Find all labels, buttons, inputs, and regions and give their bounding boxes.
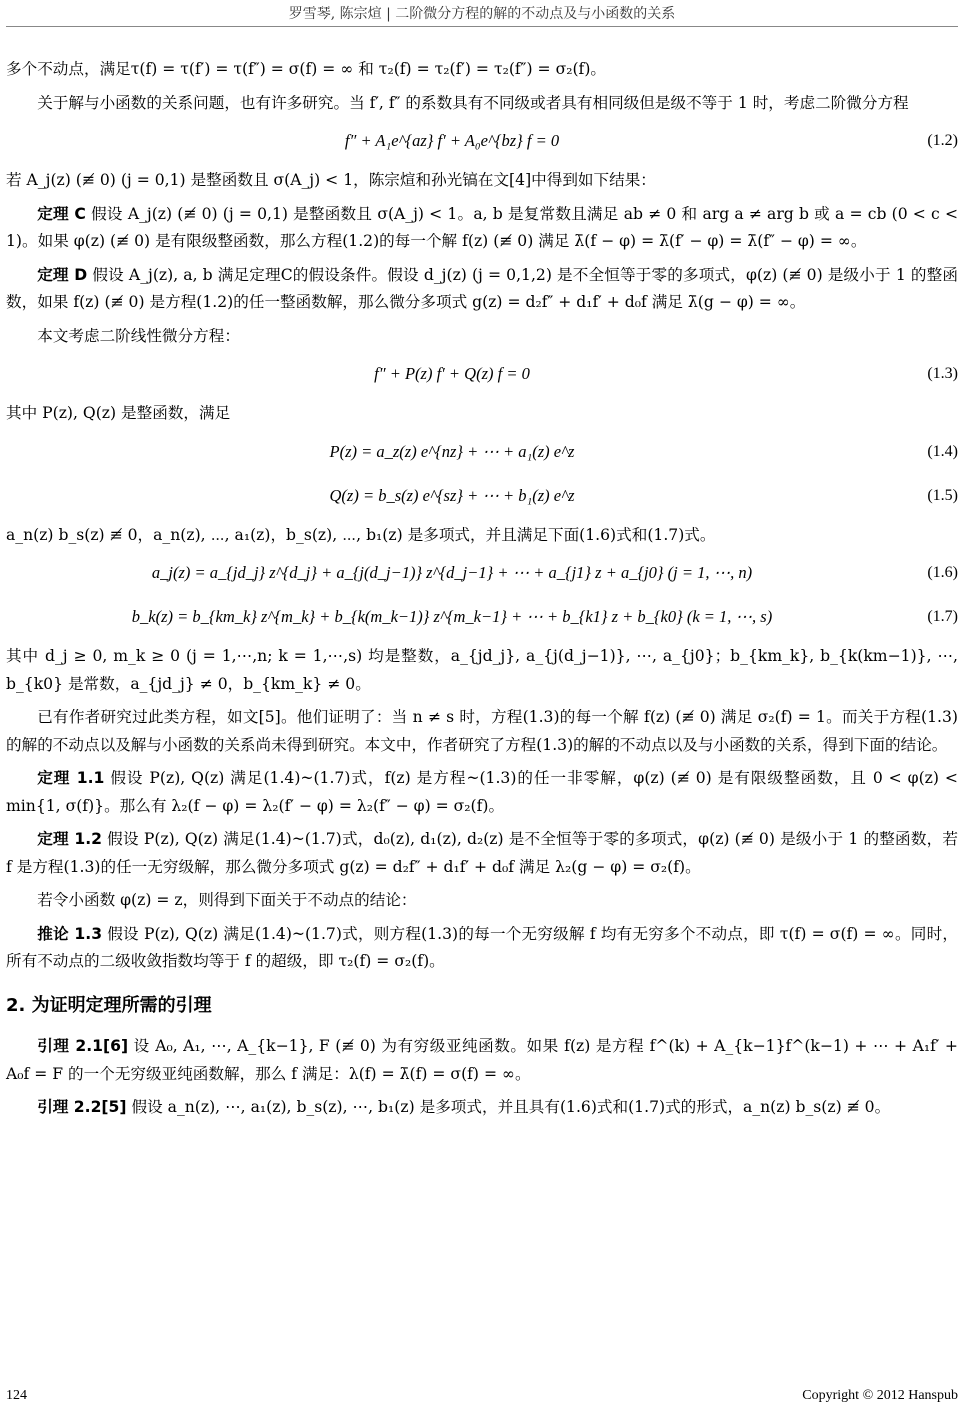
lemma-2-1-label: 引理 2.1[6] (37, 1037, 129, 1055)
paragraph-prior-research: 已有作者研究过此类方程，如文[5]。他们证明了：当 n ≠ s 时，方程(1.3)的每一个解 f(z) (≢ 0) 满足 σ₂(f) = 1。而关于方程(1.3)的解的不动点以及解与小函数的关系尚未得到研究。本文中，作者研究了方程(1.3)的解的不动点以及与小函数的关系，得到下面的结论。 (6, 708, 958, 754)
corollary-1-3 (6, 921, 958, 976)
equation-1-4-number: (1.4) (927, 442, 958, 460)
equation-1-3 (6, 356, 958, 392)
equation-1-5-expr: Q(z) = b_s(z) e^{sz} + ⋯ + b₁(z) e^z (329, 485, 575, 505)
paragraph-reference-4: 若 A_j(z) (≢ 0) (j = 0,1) 是整函数且 σ(A_j) < 1，陈宗煊和孙光镐在文[4]中得到如下结果： (6, 171, 656, 189)
equation-1-7-expr: b_k(z) = b_{km_k} z^{m_k} + b_{k(m_k−1)} z^{m_k−1} + ⋯ + b_{k1} z + b_{k0} (k = 1, ⋯, s) (131, 607, 773, 627)
theorem-c-label: 定理 C (37, 204, 86, 223)
equation-1-5-number: (1.5) (927, 486, 958, 504)
paragraph-small-functions: 关于解与小函数的关系问题，也有许多研究。当 f′, f″ 的系数具有不同级或者具有相同级但是级不等于 1 时，考虑二阶微分方程 (37, 93, 909, 112)
equation-1-4 (6, 434, 958, 470)
equation-1-2 (6, 123, 958, 159)
theorem-1-2-label: 定理 1.2 (37, 830, 103, 848)
equation-1-3-expr: f″ + P(z) f′ + Q(z) f = 0 (374, 364, 530, 384)
corollary-1-3-text: 假设 P(z), Q(z) 满足(1.4)~(1.7)式，则方程(1.3)的每一个无穷级解 f 均有无穷多个不动点，即 τ(f) = σ(f) = ∞。同时，所有不动点的二级收敛指数均等于 f 的超级，即 τ₂(f) = σ₂(f)。 (6, 924, 958, 970)
theorem-1-1-text: 假设 P(z), Q(z) 满足(1.4)~(1.7)式，f(z) 是方程~(1.3)的任一非零解，φ(z) (≢ 0) 是有限级整函数，且 0 < φ(z) < min{1, σ(f)}。那么有 λ₂(f − φ) = λ₂(f′ − φ) = λ₂(f″ − φ) = σ₂(f)。 (6, 769, 958, 815)
lemma-2-2-label: 引理 2.2[5] (37, 1098, 127, 1116)
theorem-d-label: 定理 D (37, 265, 88, 284)
equation-1-2-number: (1.2) (927, 132, 958, 150)
corollary-1-3-label: 推论 1.3 (37, 924, 103, 943)
lemma-2-1-text: 设 A₀, A₁, ⋯, A_{k−1}, F (≢ 0) 为有穷级亚纯函数。如果 f(z) 是方程 f^(k) + A_{k−1}f^(k−1) + ⋯ + A₁f′ + A₀f = F 的一个无穷级亚纯函数解，那么 f 满足：λ(f) = λ̄(f) = σ(f) = ∞。 (6, 1037, 958, 1083)
running-head: 罗雪琴, 陈宗煊 | 二阶微分方程的解的不动点及与小函数的关系 (288, 6, 676, 22)
copyright-notice: Copyright © 2012 Hanspub (802, 1388, 958, 1403)
equation-1-5 (6, 478, 958, 514)
equation-1-7 (6, 599, 958, 635)
page-number: 124 (6, 1388, 27, 1403)
equation-1-6-expr: a_j(z) = a_{jd_j} z^{d_j} + a_{j(d_j−1)} z^{d_j−1} + ⋯ + a_{j1} z + a_{j0} (j = 1, ⋯, n) (151, 563, 753, 583)
equation-1-4-expr: P(z) = a_z(z) e^{nz} + ⋯ + a₁(z) e^z (329, 441, 575, 461)
paragraph-polynomials: a_n(z) b_s(z) ≢ 0，a_n(z), ⋯, a₁(z)，b_s(z), ⋯, b₁(z) 是多项式，并且满足下面(1.6)式和(1.7)式。 (6, 525, 716, 544)
paragraph-integer-constants: 其中 d_j ≥ 0, m_k ≥ 0 (j = 1,⋯,n; k = 1,⋯,s) 均是整数，a_{jd_j}, a_{j(d_j−1)}, ⋯, a_{j0}；b_{km_k}, b_{k(km−1)}, ⋯, b_{k0} 是常数，a_{jd_j} ≠ 0，b_{km_k} ≠ 0。 (6, 647, 958, 693)
lemma-2-2-text: 假设 a_n(z), ⋯, a₁(z), b_s(z), ⋯, b₁(z) 是多项式，并且具有(1.6)式和(1.7)式的形式，a_n(z) b_s(z) ≢ 0。 (131, 1098, 891, 1116)
theorem-1-1-label: 定理 1.1 (37, 769, 105, 787)
paragraph-entire-functions: 其中 P(z), Q(z) 是整函数，满足 (6, 404, 231, 422)
equation-1-6 (6, 555, 958, 591)
section-heading-2: 2. 为证明定理所需的引理 (6, 994, 212, 1016)
equation-1-7-number: (1.7) (927, 608, 958, 626)
lemma-2-1 (6, 1033, 958, 1088)
theorem-d-text: 假设 A_j(z), a, b 满足定理C的假设条件。假设 d_j(z) (j = 0,1,2) 是不全恒等于零的多项式，φ(z) (≢ 0) 是级小于 1 的整函数，如果 f(z) (≢ 0) 是方程(1.2)的任一整函数解，那么微分多项式 g(z) = d₂f″ + d₁f′ + d₀f 满足 λ̄(g − φ) = ∞。 (6, 265, 958, 311)
theorem-1-1 (6, 765, 958, 820)
body-text (6, 56, 958, 1128)
equation-1-3-number: (1.3) (927, 365, 958, 383)
lemma-2-2 (6, 1094, 958, 1122)
theorem-c (6, 201, 958, 256)
paragraph-small-function-z: 若令小函数 φ(z) = z，则得到下面关于不动点的结论： (37, 891, 417, 909)
theorem-1-2-text: 假设 P(z), Q(z) 满足(1.4)~(1.7)式，d₀(z), d₁(z), d₂(z) 是不全恒等于零的多项式，φ(z) (≢ 0) 是级小于 1 的整函数，若 f 是方程(1.3)的任一无穷级解，那么微分多项式 g(z) = d₂f″ + d₁f′ + d₀f 满足 λ₂(g − φ) = σ₂(f)。 (6, 830, 958, 876)
equation-1-6-number: (1.6) (927, 564, 958, 582)
theorem-1-2 (6, 826, 958, 881)
paragraph-consider-equation: 本文考虑二阶线性微分方程： (37, 326, 240, 345)
equation-1-2-expr: f″ + A₁e^{az} f′ + A₀e^{bz} f = 0 (344, 131, 560, 151)
theorem-c-text: 假设 A_j(z) (≢ 0) (j = 0,1) 是整函数且 σ(A_j) < 1。a, b 是复常数且满足 ab ≠ 0 和 arg a ≠ arg b 或 a = cb (0 < c < 1)。如果 φ(z) (≢ 0) 是有限级整函数，那么方程(1.2)的每一个解 f(z) (≢ 0) 满足 λ̄(f − φ) = λ̄(f′ − φ) = λ̄(f″ − φ) = ∞。 (6, 204, 959, 250)
header-rule (6, 26, 958, 27)
paragraph-fixed-points: 多个不动点，满足τ(f) = τ(f′) = τ(f″) = σ(f) = ∞ 和 τ₂(f) = τ₂(f′) = τ₂(f″) = σ₂(f)。 (6, 60, 606, 78)
theorem-d (6, 262, 958, 317)
